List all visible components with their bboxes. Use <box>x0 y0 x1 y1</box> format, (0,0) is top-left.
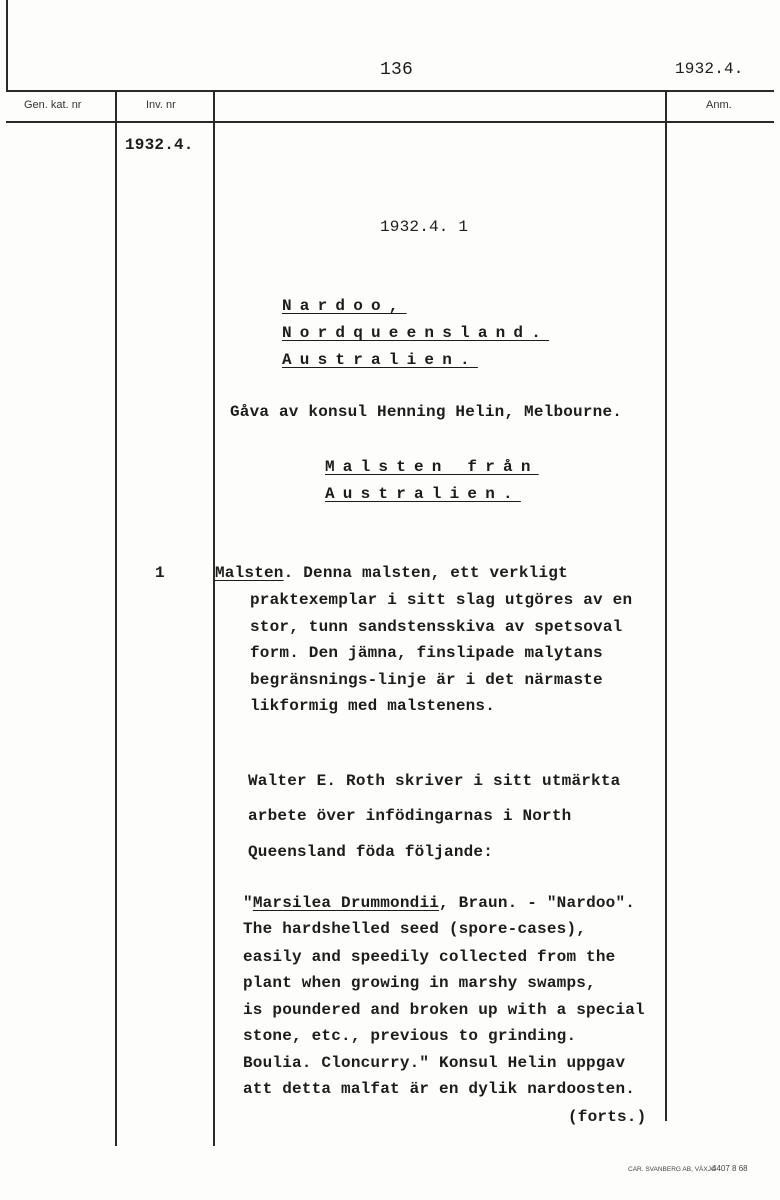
printer-mark: CAR. SVANBERG AB, VÄXJÖ <box>628 1166 717 1173</box>
header-top-rule <box>6 90 774 92</box>
roth-line-3: Queensland föda följande: <box>248 843 494 861</box>
quote-species: Marsilea Drummondii <box>252 894 440 912</box>
item-line-6: likformig med malstenens. <box>250 697 496 715</box>
column-header-anm: Anm. <box>706 99 732 111</box>
quote-open-mark: " <box>243 894 253 912</box>
subtitle-line-2: Australien. <box>325 485 521 503</box>
quote-line-8: att detta malfat är en dylik nardoosten. <box>243 1080 636 1098</box>
item-line-5: begränsnings-linje är i det närmaste <box>250 671 603 689</box>
left-margin-rule <box>6 0 8 90</box>
title-line-3: Australien. <box>282 351 478 369</box>
title-line-1: Nardoo, <box>282 297 407 315</box>
item-line-1 <box>215 564 568 582</box>
header-accession-id: 1932.4. <box>675 60 744 78</box>
item-line-4: form. Den jämna, finslipade malytans <box>250 644 603 662</box>
item-line-2: praktexemplar i sitt slag utgöres av en <box>250 591 633 609</box>
header-bottom-rule <box>6 121 774 123</box>
subtitle-line-1: Malsten från <box>325 458 539 476</box>
quote-line-3: easily and speedily collected from the <box>243 948 616 966</box>
column-header-gen-kat: Gen. kat. nr <box>24 99 82 111</box>
title-line-2: Nordqueensland. <box>282 324 550 342</box>
quote-line-5: is poundered and broken up with a special <box>243 1001 645 1019</box>
quote-line-6: stone, etc., previous to grinding. <box>243 1027 577 1045</box>
roth-line-2: arbete över infödingarnas i North <box>248 807 572 825</box>
quote-line-7: Boulia. Cloncurry." Konsul Helin uppgav <box>243 1054 626 1072</box>
inv-entry: 1932.4. <box>125 136 194 154</box>
roth-line-1: Walter E. Roth skriver i sitt utmärkta <box>248 772 621 790</box>
continued-note: (forts.) <box>568 1108 647 1126</box>
item-line-1-text: . Denna malsten, ett verkligt <box>283 564 568 582</box>
page-number: 136 <box>380 60 414 80</box>
item-line-3: stor, tunn sandstensskiva av spetsoval <box>250 618 623 636</box>
inv-column-rule <box>213 91 215 1146</box>
item-number: 1 <box>155 564 165 582</box>
quote-line-4: plant when growing in marshy swamps, <box>243 974 596 992</box>
quote-line-2: The hardshelled seed (spore-cases), <box>243 920 587 938</box>
gen-kat-column-rule <box>115 91 117 1146</box>
quote-rest: , Braun. - "Nardoo". <box>439 894 636 912</box>
printer-code: 4407 8 68 <box>712 1164 748 1173</box>
item-heading: Malsten <box>215 564 284 582</box>
anm-column-rule <box>665 91 667 1121</box>
quote-line-1 <box>243 894 635 912</box>
catalogue-number: 1932.4. 1 <box>380 218 469 236</box>
gift-line: Gåva av konsul Henning Helin, Melbourne. <box>230 403 623 421</box>
column-header-inv: Inv. nr <box>146 99 176 111</box>
